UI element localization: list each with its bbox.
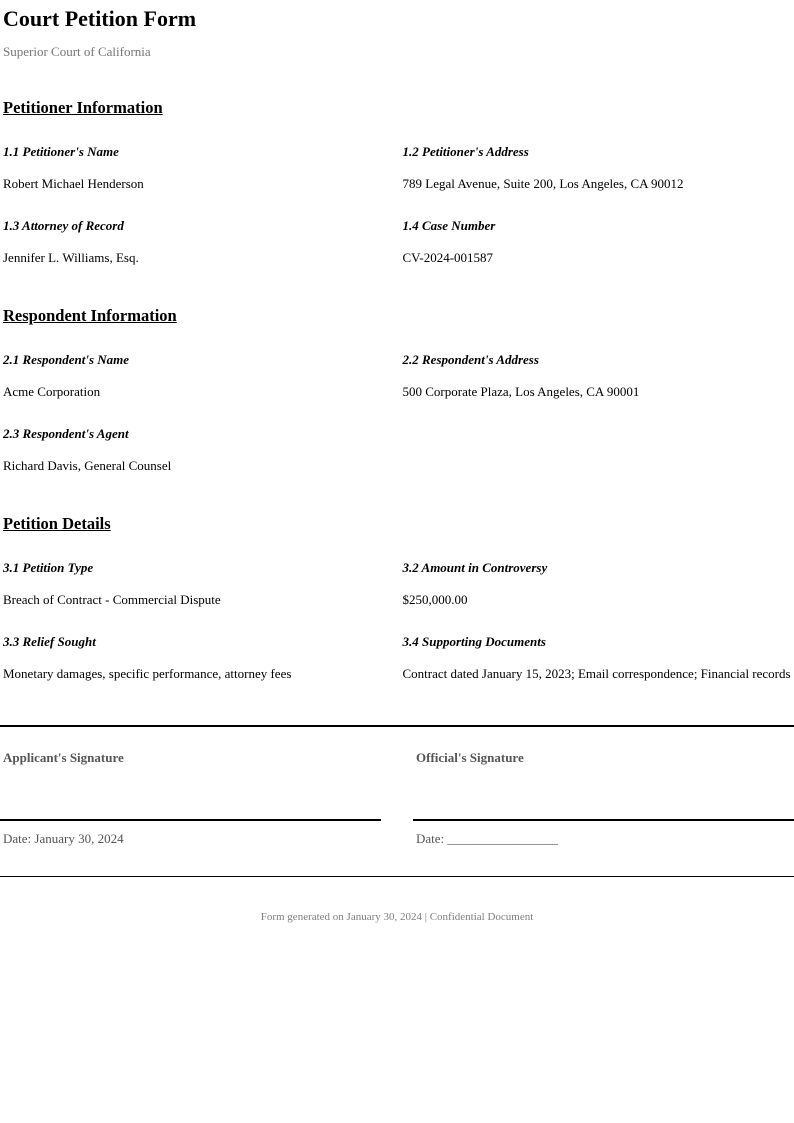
section-respondent-information: [0, 306, 794, 476]
field-label: 3.1 Petition Type: [3, 560, 94, 575]
official-signature-line: [413, 765, 794, 821]
field-label: 1.1 Petitioner's Name: [3, 144, 119, 159]
applicant-signature-line: [0, 765, 381, 821]
field-attorney-of-record: [3, 218, 395, 268]
field-supporting-documents: [403, 634, 794, 684]
field-respondent-name: [3, 352, 395, 402]
field-value: Richard Davis, General Counsel: [3, 458, 172, 473]
applicant-signature-block: [0, 750, 381, 849]
official-signature-label: Official's Signature: [416, 750, 524, 765]
field-label: 3.3 Relief Sought: [3, 634, 96, 649]
field-label: 1.2 Petitioner's Address: [402, 144, 529, 159]
official-signature-date: Date: _________________: [416, 831, 558, 846]
field-label: 3.4 Supporting Documents: [402, 634, 546, 649]
field-value: 500 Corporate Plaza, Los Angeles, CA 90001: [402, 384, 640, 399]
field-respondent-agent: [3, 426, 395, 476]
section-heading: Petitioner Information: [3, 98, 163, 117]
field-grid: [3, 352, 794, 476]
signature-grid: [0, 750, 794, 849]
field-value: $250,000.00: [402, 592, 468, 607]
section-heading: Petition Details: [3, 514, 111, 533]
field-value: Robert Michael Henderson: [3, 176, 144, 191]
signature-section: [0, 725, 794, 877]
field-label: 1.3 Attorney of Record: [3, 218, 124, 233]
section-petitioner-information: [0, 98, 794, 268]
applicant-signature-label: Applicant's Signature: [3, 750, 124, 765]
field-petition-type: [3, 560, 395, 610]
official-signature-block: [413, 750, 794, 849]
field-label: 2.2 Respondent's Address: [402, 352, 539, 367]
field-label: 2.3 Respondent's Agent: [3, 426, 129, 441]
field-value: Jennifer L. Williams, Esq.: [3, 250, 139, 265]
field-label: 3.2 Amount in Controversy: [402, 560, 548, 575]
applicant-signature-date: Date: January 30, 2024: [3, 831, 124, 846]
field-label: 2.1 Respondent's Name: [3, 352, 130, 367]
field-value: CV-2024-001587: [402, 250, 494, 265]
field-case-number: [403, 218, 794, 268]
field-relief-sought: [3, 634, 395, 684]
section-heading: Respondent Information: [3, 306, 177, 325]
field-respondent-address: [403, 352, 794, 402]
field-value: Acme Corporation: [3, 384, 101, 399]
section-petition-details: [0, 514, 794, 684]
field-grid: [3, 144, 794, 268]
field-amount-in-controversy: [403, 560, 794, 610]
field-label: 1.4 Case Number: [402, 218, 496, 233]
field-value: 789 Legal Avenue, Suite 200, Los Angeles, CA 90012: [402, 176, 684, 191]
field-petitioner-address: [403, 144, 794, 194]
document-title: Court Petition Form: [3, 6, 197, 31]
field-grid: [3, 560, 794, 684]
field-value: Breach of Contract - Commercial Dispute: [3, 592, 221, 607]
document-footer: Form generated on January 30, 2024 | Confidential Document: [260, 911, 534, 923]
field-petitioner-name: [3, 144, 395, 194]
field-value: Contract dated January 15, 2023; Email correspondence; Financial records: [402, 666, 791, 681]
document-subtitle: Superior Court of California: [3, 44, 151, 59]
field-value: Monetary damages, specific performance, attorney fees: [3, 666, 292, 681]
